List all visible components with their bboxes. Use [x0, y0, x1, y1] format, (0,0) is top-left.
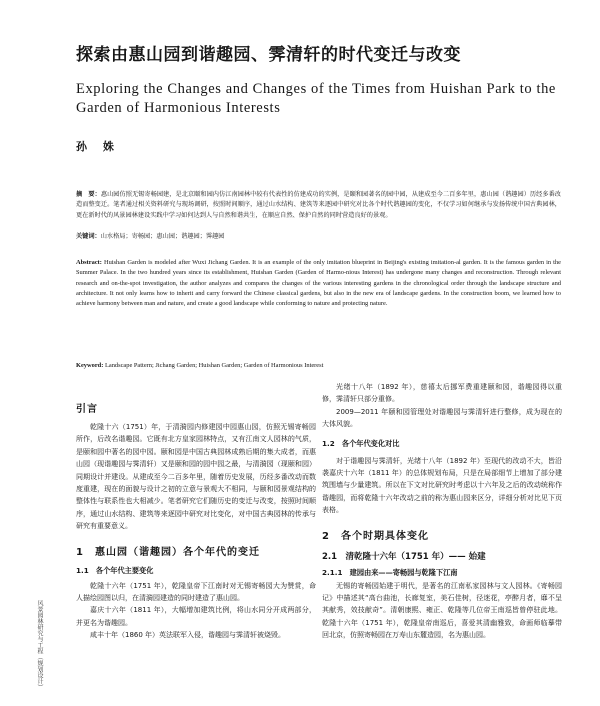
keywords-cn-label: 关键词： [76, 233, 101, 240]
section-2-heading: 2 各个时期具体变化 [322, 530, 429, 542]
abstract-en-label: Abstract: [76, 259, 102, 266]
abstract-cn [76, 190, 561, 221]
abstract-cn-text: 惠山园仿照无锡寄畅园建，是北京颐和园内仿江南园林中较有代表性的仿建成功的实例，是颐和园著名的园中园，从建成至今二百多年里，惠山园（谐趣园）历经多番改造而整变迁。笔者通过相关资料研究与现场调研，按照时间顺序，通过山水结构、建筑等来逐园中研究对比各个时代谐趣园的变化，不仅学习如何继承与发扬传统中国古典园林，更在新时代的风景园林建设实践中学习如何达到人与自然和谐共生，在顺应自然、保护自然的同时营造良好的景观。 [76, 191, 561, 219]
section-1-1-paragraph-2: 嘉庆十六年（1811 年），大幅增加建筑比例，将山水同分开成两部分，并更名为谐趣园。 [76, 606, 316, 627]
section-2-1-1-paragraph: 无锡的寄畅园始建于明代，是著名的江南私家园林与文人园林。《寄畅园记》中描述其“高台曲池，长廊复室，美石佳树，径迷花，亭醉月者，靡不呈其献秀，效技献奇”。清朝康熙、雍正、乾隆等几位帝王南巡皆曾停驻此地。乾隆十六年（1751 年），乾隆皇帝南巡后，喜爱其清幽雅致，命画师临摹带回北京，仿照寄畅园在万寿山东麓造园，名为惠山园。 [322, 581, 562, 640]
article-title-en: Exploring the Changes and Changes of the Times from Huishan Park to the Garden of Harmonious Interests [76, 81, 556, 116]
keywords-en-text: Landscape Pattern; Jichang Garden; Huishan Garden; Garden of Harmonious Interest [104, 362, 324, 369]
keywords-en [76, 361, 561, 371]
keywords-cn-text: 山水格局；寄畅园；惠山园；谐趣园；霁趣园 [100, 233, 225, 240]
left-column [76, 388, 316, 642]
section-1-1-paragraph-3: 咸丰十年（1860 年）英法联军入侵，谐趣园与霁清轩被烧毁。 [90, 631, 286, 640]
abstract-cn-label: 摘 要： [76, 191, 101, 198]
section-2-1-1-heading: 2.1.1 建园由来——寄畅园与乾隆下江南 [322, 567, 458, 577]
section-1-2-heading: 1.2 各个年代变化对比 [322, 438, 400, 448]
author-name: 孙 姝 [76, 140, 120, 153]
section-1-1-heading: 1.1 各个年代主要变化 [76, 565, 154, 575]
section-1-1-paragraph-1: 乾隆十六年（1751 年），乾隆皇帝下江南时对无锡寄畅园大为赞赏，命人描绘园图以归，在清漪园建造的同时建造了惠山园。 [76, 581, 316, 603]
section-1-heading: 1 惠山园（谐趣园）各个年代的变迁 [76, 546, 260, 558]
keywords-cn [76, 232, 561, 242]
section-2-1-heading: 2.1 清乾隆十六年（1751 年）—— 始建 [322, 551, 486, 562]
section-1-2-paragraph: 对于谐趣园与霁清轩，光绪十八年（1892 年）至现代的改动不大，皆沿袭嘉庆十六年（1811 年）的总体规划布局，只是在局部细节上增加了部分建筑围墙与少量建筑。所以在下文对比研究时考虑以十六年及之后的改动统称作谐趣园，而将乾隆十六年改动之前的称为惠山园来区分，详细分析对比见下页表格。 [322, 456, 562, 515]
side-margin-note: 风景园林研究与工程（规划设计） [36, 600, 43, 690]
right-paragraph-2: 2009—2011 年颐和园管理处对谐趣园与霁清轩进行整修，成为现在的大体风貌。 [322, 407, 562, 429]
intro-paragraph: 乾隆十六（1751）年，于清漪园内修建园中园惠山园，仿照无锡寄畅园所作，后改名谐趣园。它既有北方皇家园林特点，又有江南文人园林的气质，是颐和园中著名的园中园。颐和园是中国古典园林成熟后期的集大成者，而惠山园（现谐趣园与霁清轩）又是颐和园的园中园之最，与清漪园（现颐和园）同期设计并建设。从建成至今二百多年里，随着历史发展，历经多番改动而数度重建，现在的面貌与设计之初的立意与景观大不相同，与颐和园景观结构的整体性与联系性也大相减少。笔者研究它们随历史的变迁与改变，按照时间顺序，通过山水结构、建筑等来逐园中研究对比变化，对中国古典园林的传承与研究有重要意义。 [76, 423, 316, 531]
abstract-en [76, 258, 561, 309]
article-title-cn: 探索由惠山园到谐趣园、霁清轩的时代变迁与改变 [76, 45, 461, 65]
right-column [322, 381, 562, 642]
intro-heading: 引言 [76, 404, 98, 415]
keywords-en-label: Keyword: [76, 362, 104, 369]
right-paragraph-1: 光绪十八年（1892 年），慈禧太后挪军费重建颐和园，谐趣园得以重修，霁清轩只部分重修。 [322, 383, 562, 404]
abstract-en-text: Huishan Garden is modeled after Wuxi Jichang Garden. It is an example of the only imitation blueprint in Beijing's existing imitation-al garden. It is the famous garden in the Summer Palace. In the two hundred years since its establishment, Huishan Garden (Garden of Harmo-nious Interest) has undergone many changes and reconstruction. Through relevant research and on-the-spot investigation, the author analyzes and compares the changes of the various interesting gardens in the chronological order through the landscape structure and architecture. It not only learns how to inherit and carry forward the Chinese classical gardens, but also in the new era of landscape gardens. In the construction boom, we learned how to achieve harmony between man and nature, and create a good landscape while conforming to nature and protecting nature. [76, 259, 561, 308]
